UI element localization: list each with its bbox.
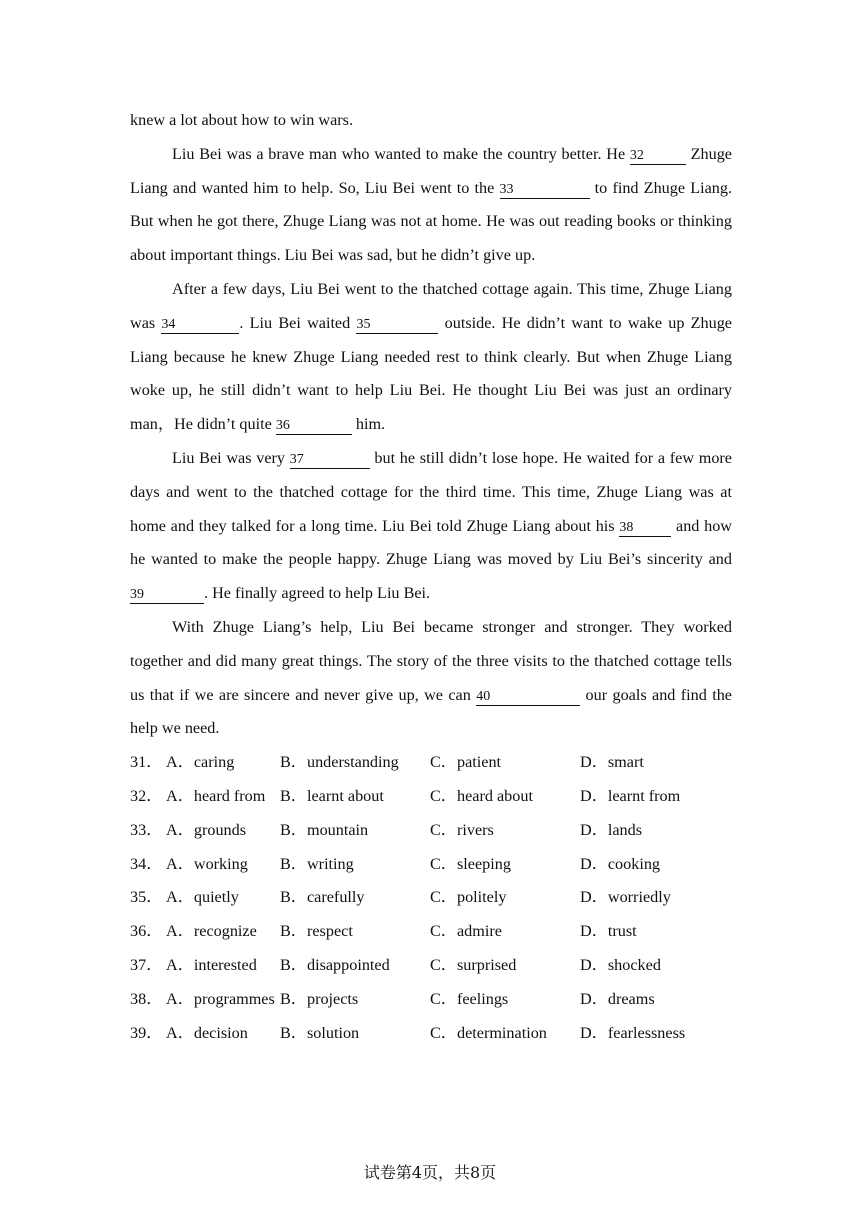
cloze-passage xyxy=(130,104,732,746)
question-row xyxy=(130,848,732,882)
option-c: C．sleeping xyxy=(430,854,511,873)
option-a: A．working xyxy=(166,854,248,873)
option-d: D．lands xyxy=(580,820,643,839)
passage-paragraph xyxy=(130,273,732,442)
option-d: D．trust xyxy=(580,922,637,941)
option-a: A．decision xyxy=(166,1023,248,1042)
answer-blank-37: 37 xyxy=(290,452,370,469)
question-row xyxy=(130,983,732,1017)
passage-paragraph xyxy=(130,104,732,138)
option-c: C．admire xyxy=(430,922,502,941)
option-d: D．shocked xyxy=(580,955,661,974)
option-a: A．recognize xyxy=(166,922,257,941)
exam-page-content xyxy=(130,104,732,1050)
option-b: B．disappointed xyxy=(280,955,390,974)
question-row xyxy=(130,949,732,983)
passage-text: Zhuge Liang and wanted him to help. So, Liu Bei went to the xyxy=(130,144,732,197)
passage-text: him. xyxy=(351,415,386,434)
answer-blank-40: 40 xyxy=(476,689,580,706)
option-d: D．dreams xyxy=(580,989,655,1008)
answer-blank-39: 39 xyxy=(130,587,204,604)
answer-blank-38: 38 xyxy=(619,520,671,537)
option-d: D．cooking xyxy=(580,854,661,873)
question-number: 35． xyxy=(130,888,163,907)
question-number: 33． xyxy=(130,820,163,839)
option-a: A．heard from xyxy=(166,786,266,805)
passage-text: but he still didn’t lose hope. He waited for a few more days and went to the thatched cottage for the third time. This time, Zhuge Liang was at home and they talked for a long time. Liu Bei told Zhuge Liang about his xyxy=(130,448,732,535)
option-c: C．feelings xyxy=(430,989,509,1008)
option-d: D．fearlessness xyxy=(580,1023,686,1042)
question-row xyxy=(130,1017,732,1051)
passage-text: With Zhuge Liang’s help, Liu Bei became stronger and stronger. They worked together and did many great things. The story of the three visits to the thatched cottage tells us that if we are sincere and never give up, we can xyxy=(130,617,732,704)
option-b: B．understanding xyxy=(280,753,399,772)
question-number: 39． xyxy=(130,1023,163,1042)
answer-blank-32: 32 xyxy=(630,148,686,165)
page-footer: 试卷第4页，共8页 xyxy=(363,1163,497,1182)
question-options xyxy=(130,746,732,1050)
option-b: B．respect xyxy=(280,922,353,941)
option-d: D．smart xyxy=(580,753,644,772)
passage-text: After a few days, Liu Bei went to the thatched cottage again. This time, Zhuge Liang was xyxy=(130,279,732,332)
option-c: C．politely xyxy=(430,888,507,907)
answer-blank-34: 34 xyxy=(161,317,239,334)
question-number: 37． xyxy=(130,955,163,974)
option-a: A．quietly xyxy=(166,888,239,907)
passage-paragraph xyxy=(130,138,732,273)
passage-text: to find Zhuge Liang. But when he got there, Zhuge Liang was not at home. He was out reading books or thinking about important things. Liu Bei was sad, but he didn’t give up. xyxy=(130,178,733,265)
question-number: 38． xyxy=(130,989,163,1008)
option-b: B．carefully xyxy=(280,888,365,907)
option-c: C．rivers xyxy=(430,820,494,839)
option-c: C．surprised xyxy=(430,955,517,974)
answer-blank-35: 35 xyxy=(356,317,438,334)
passage-text: outside. He didn’t want to wake up Zhuge Liang because he knew Zhuge Liang needed rest to think clearly. But when Zhuge Liang woke up, he still didn’t want to help Liu Bei. He thought Liu Bei was just an ordinary man，He didn’t quite xyxy=(130,313,732,434)
question-row xyxy=(130,881,732,915)
option-c: C．patient xyxy=(430,753,502,772)
option-b: B．projects xyxy=(280,989,359,1008)
question-row xyxy=(130,814,732,848)
option-a: A．programmes xyxy=(166,989,275,1008)
option-d: D．learnt from xyxy=(580,786,681,805)
passage-text: . Liu Bei waited xyxy=(239,313,357,332)
passage-text: Liu Bei was a brave man who wanted to make the country better. He xyxy=(172,144,630,163)
option-a: A．caring xyxy=(166,753,235,772)
option-a: A．interested xyxy=(166,955,257,974)
passage-text: . He finally agreed to help Liu Bei. xyxy=(204,584,431,603)
passage-text: Liu Bei was very xyxy=(172,448,290,467)
question-row xyxy=(130,780,732,814)
question-number: 34． xyxy=(130,854,163,873)
passage-text: knew a lot about how to win wars. xyxy=(130,111,353,129)
question-row xyxy=(130,746,732,780)
option-b: B．learnt about xyxy=(280,786,384,805)
question-number: 31． xyxy=(130,753,163,772)
passage-paragraph xyxy=(130,442,732,611)
question-row xyxy=(130,915,732,949)
option-d: D．worriedly xyxy=(580,888,671,907)
option-a: A．grounds xyxy=(166,820,247,839)
option-b: B．mountain xyxy=(280,820,369,839)
option-b: B．solution xyxy=(280,1023,360,1042)
passage-text: and how he wanted to make the people happy. Zhuge Liang was moved by Liu Bei’s sincerity and xyxy=(130,516,732,569)
option-b: B．writing xyxy=(280,854,354,873)
passage-paragraph xyxy=(130,611,732,746)
question-number: 36． xyxy=(130,922,163,941)
answer-blank-33: 33 xyxy=(500,182,590,199)
answer-blank-36: 36 xyxy=(276,418,352,435)
option-c: C．determination xyxy=(430,1023,547,1042)
passage-text: our goals and find the help we need. xyxy=(130,685,732,738)
option-c: C．heard about xyxy=(430,786,533,805)
question-number: 32． xyxy=(130,786,163,805)
